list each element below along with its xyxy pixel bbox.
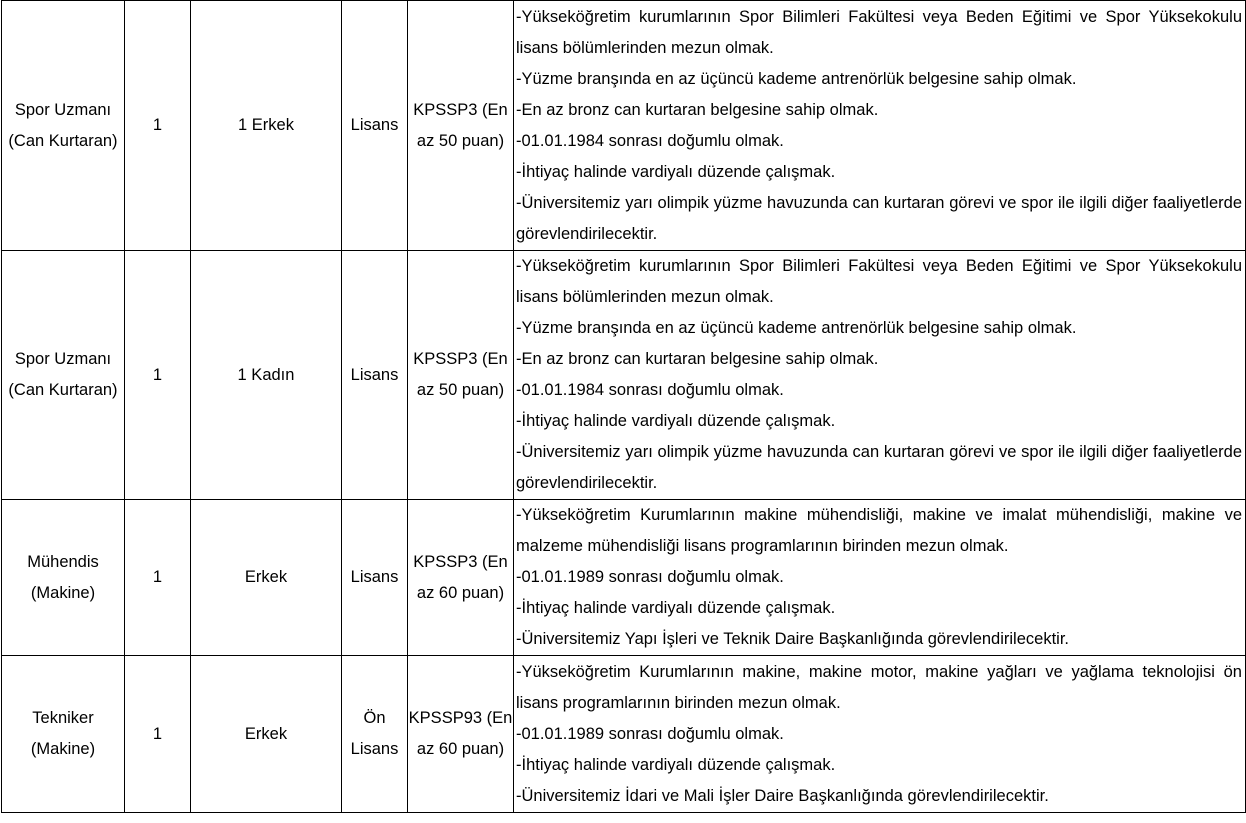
requirement-line: -En az bronz can kurtaran belgesine sahip olmak. — [516, 100, 879, 119]
requirements-cell — [514, 500, 1246, 656]
position-cell: Spor Uzmanı (Can Kurtaran) — [2, 251, 125, 500]
requirement-line: -En az bronz can kurtaran belgesine sahip olmak. — [516, 350, 879, 368]
count-cell: 1 — [125, 1, 191, 251]
requirement-line: -İhtiyaç halinde vardiyalı düzende çalışmak. — [516, 412, 836, 430]
requirement-line: -Yükseköğretim kurumlarının Spor Bilimleri Fakültesi veya Beden Eğitimi ve Spor Yüksekokulu lisans bölümlerinden mezun olmak. — [516, 7, 1242, 57]
gender-cell: 1 Kadın — [191, 251, 342, 500]
requirement-line: -Yükseköğretim kurumlarının Spor Bilimleri Fakültesi veya Beden Eğitimi ve Spor Yüksekokulu lisans bölümlerinden mezun olmak. — [516, 257, 1242, 306]
score-cell: KPSSP3 (En az 50 puan) — [408, 251, 514, 500]
position-cell: Tekniker (Makine) — [2, 656, 125, 813]
score-cell: KPSSP3 (En az 60 puan) — [408, 500, 514, 656]
table-row — [2, 251, 1246, 500]
education-cell: Lisans — [342, 251, 408, 500]
requirement-line: -01.01.1989 sonrası doğumlu olmak. — [516, 568, 784, 586]
education-cell: Lisans — [342, 500, 408, 656]
education-cell: Ön Lisans — [342, 656, 408, 813]
gender-cell: 1 Erkek — [191, 1, 342, 251]
requirement-line: -Üniversitemiz yarı olimpik yüzme havuzunda can kurtaran görevi ve spor ile ilgili diğer faaliyetlerde görevlendirilecektir. — [516, 193, 1242, 243]
position-cell: Mühendis (Makine) — [2, 500, 125, 656]
count-cell: 1 — [125, 500, 191, 656]
requirement-line: -Üniversitemiz Yapı İşleri ve Teknik Daire Başkanlığında görevlendirilecektir. — [516, 630, 1069, 648]
gender-cell: Erkek — [191, 500, 342, 656]
requirements-cell — [514, 1, 1246, 251]
table-row — [2, 1, 1246, 251]
position-cell: Spor Uzmanı (Can Kurtaran) — [2, 1, 125, 251]
requirement-line: -Yükseköğretim Kurumlarının makine, makine motor, makine yağları ve yağlama teknolojisi ön lisans programlarının birinden mezun olmak. — [516, 662, 1242, 712]
requirement-line: -01.01.1984 sonrası doğumlu olmak. — [516, 131, 784, 150]
requirement-line: -Üniversitemiz yarı olimpik yüzme havuzunda can kurtaran görevi ve spor ile ilgili diğer faaliyetlerde görevlendirilecektir. — [516, 443, 1242, 492]
requirement-line: -İhtiyaç halinde vardiyalı düzende çalışmak. — [516, 599, 836, 617]
requirement-line: -İhtiyaç halinde vardiyalı düzende çalışmak. — [516, 162, 836, 181]
job-requirements-table — [1, 0, 1246, 813]
requirement-line: -01.01.1984 sonrası doğumlu olmak. — [516, 381, 784, 399]
requirement-line: -Yüzme branşında en az üçüncü kademe antrenörlük belgesine sahip olmak. — [516, 319, 1077, 337]
score-cell: KPSSP93 (En az 60 puan) — [408, 656, 514, 813]
table-row — [2, 500, 1246, 656]
requirement-line: -Yüzme branşında en az üçüncü kademe antrenörlük belgesine sahip olmak. — [516, 69, 1077, 88]
requirement-line: -Üniversitemiz İdari ve Mali İşler Daire Başkanlığında görevlendirilecektir. — [516, 786, 1049, 805]
education-cell: Lisans — [342, 1, 408, 251]
requirement-line: -İhtiyaç halinde vardiyalı düzende çalışmak. — [516, 755, 836, 774]
requirements-cell — [514, 251, 1246, 500]
table-row — [2, 656, 1246, 813]
count-cell: 1 — [125, 656, 191, 813]
requirements-cell — [514, 656, 1246, 813]
requirement-line: -Yükseköğretim Kurumlarının makine mühendisliği, makine ve imalat mühendisliği, makine ve malzeme mühendisliği lisans programlarının birinden mezun olmak. — [516, 506, 1242, 555]
requirement-line: -01.01.1989 sonrası doğumlu olmak. — [516, 724, 784, 743]
score-cell: KPSSP3 (En az 50 puan) — [408, 1, 514, 251]
count-cell: 1 — [125, 251, 191, 500]
gender-cell: Erkek — [191, 656, 342, 813]
